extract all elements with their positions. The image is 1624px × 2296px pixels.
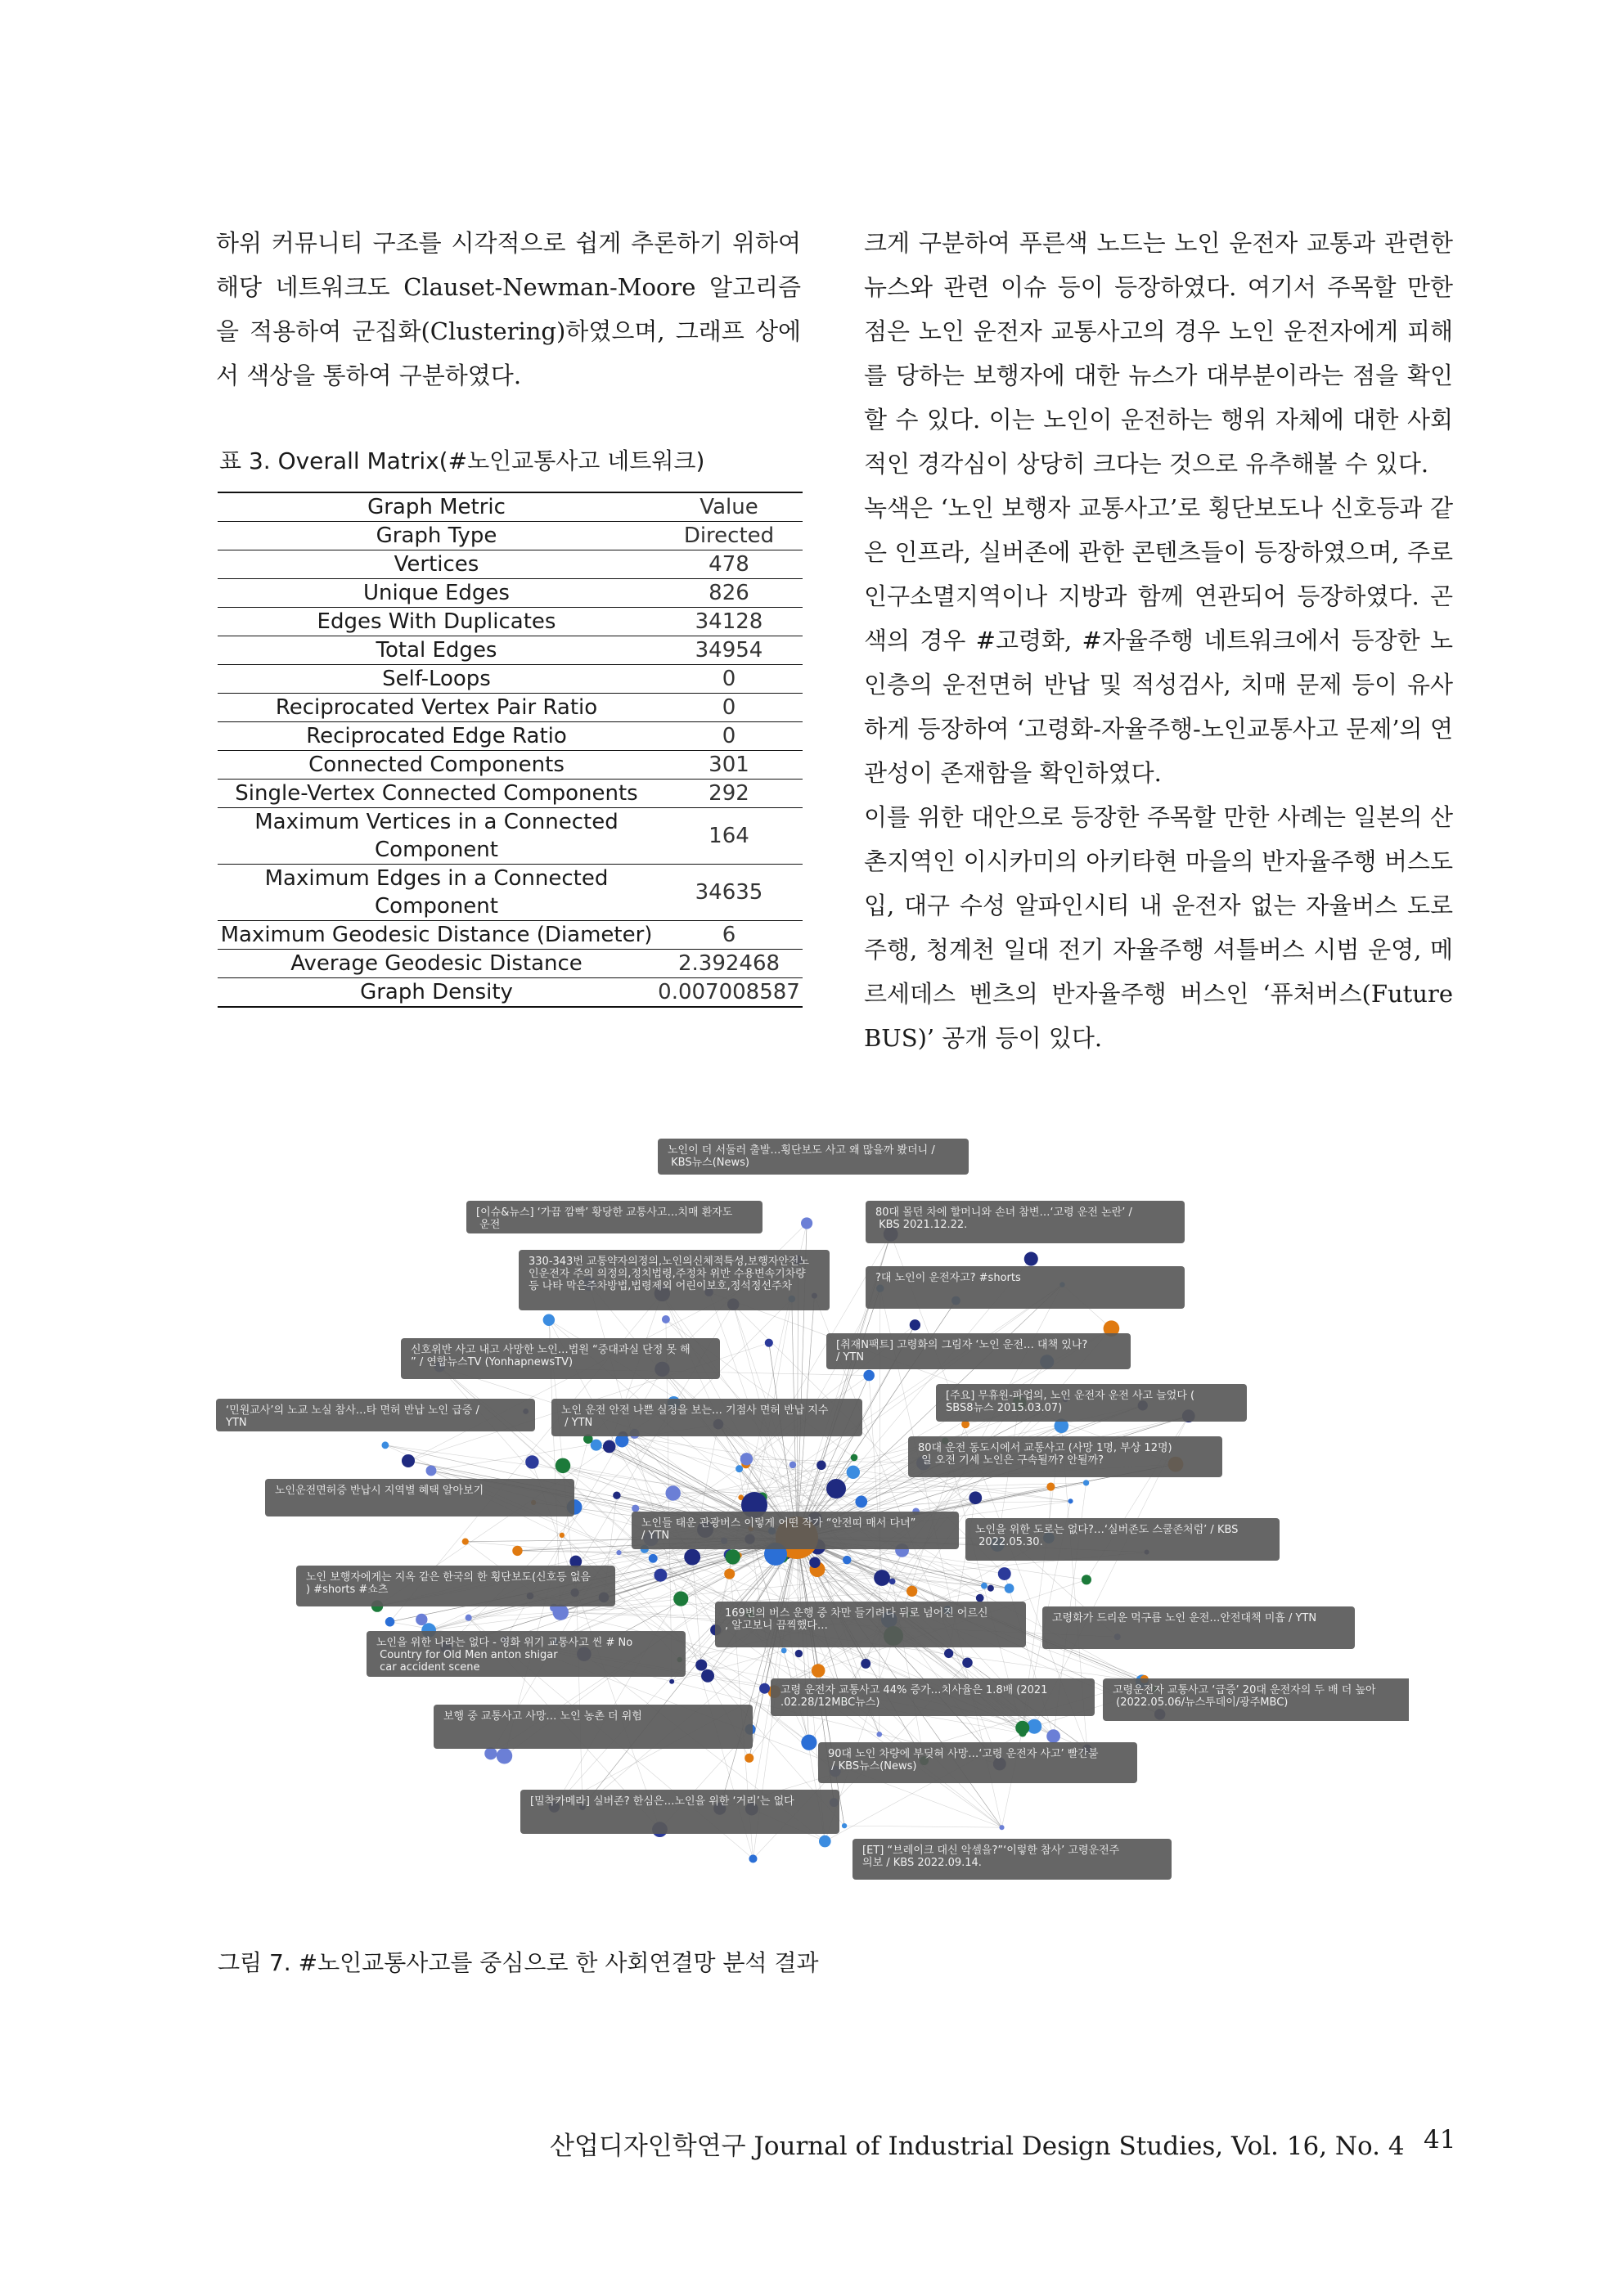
graph-edge: [844, 1826, 1001, 1827]
node-label-text: [밀착카메라] 실버존? 한심은…노인을 위한 ‘거리’는 없다: [530, 1795, 794, 1808]
value-cell: Directed: [683, 523, 775, 548]
graph-node: [863, 1370, 875, 1382]
node-label-box: [965, 1518, 1280, 1561]
graph-node: [790, 1462, 797, 1469]
node-label-box: [520, 1790, 839, 1834]
graph-node: [795, 1650, 803, 1657]
graph-node: [649, 1554, 658, 1563]
metric-cell: Edges With Duplicates: [317, 609, 556, 634]
graph-node: [981, 1583, 987, 1589]
graph-node: [765, 1339, 773, 1347]
graph-edge: [746, 1459, 923, 1463]
value-cell: 6: [722, 923, 736, 947]
value-cell: 478: [709, 552, 749, 577]
node-label-box: [1042, 1606, 1355, 1649]
graph-node: [684, 1549, 700, 1566]
value-cell: 34954: [695, 638, 763, 663]
graph-node: [654, 1569, 667, 1582]
node-label-text: [취재N팩트] 고령화의 그림자 ‘노인 운전… 대책 있나? / YTN: [836, 1339, 1091, 1364]
node-label-box: [658, 1139, 969, 1175]
node-label-text: 고령화가 드리운 먹구름 노인 운전…안전대책 미흡 / YTN: [1052, 1612, 1317, 1624]
node-label-text: ?대 노인이 운전자고? #shorts: [875, 1272, 1021, 1284]
graph-node: [809, 1557, 821, 1569]
graph-node: [1083, 1480, 1089, 1485]
graph-node: [781, 1648, 787, 1654]
value-cell: 0: [722, 695, 736, 720]
graph-node: [855, 1496, 867, 1508]
table-row: [218, 608, 803, 636]
graph-node: [426, 1466, 437, 1476]
metric-cell: Maximum Geodesic Distance (Diameter): [220, 923, 653, 947]
graph-node: [724, 1569, 735, 1579]
node-label-box: [866, 1201, 1185, 1243]
table-row: [218, 550, 803, 579]
node-label-text: 90대 노인 차량에 부딪혀 사망…‘고령 운전자 사고’ 빨간불 / KBS뉴스(News): [828, 1748, 1099, 1773]
table-row: [218, 808, 803, 865]
metric-cell: Total Edges: [376, 638, 497, 663]
node-label-box: [826, 1333, 1131, 1369]
node-label-text: 노인을 위한 도로는 없다?…‘실버존도 스쿨존처럼’ / KBS 2022.05.30.: [975, 1524, 1239, 1548]
graph-node: [749, 1854, 757, 1862]
graph-node: [543, 1314, 555, 1326]
node-label-box: [1103, 1678, 1409, 1721]
value-cell: 0.007008587: [658, 980, 800, 1004]
node-label-text: 330-343번 교통약자의정의,노인의신체적특성,보행자안전노 인운전자 주의 의정의,정치법령,주정차 위반 수용변속기차량 등 나타 막은주차방법,법령제외 어린이보호,정석정선주차: [529, 1256, 809, 1292]
graph-node: [874, 1570, 890, 1586]
graph-node: [740, 1453, 753, 1465]
table-row: [218, 579, 803, 608]
figure-caption: 그림 7. #노인교통사고를 중심으로 한 사회연결망 분석 결과: [218, 1949, 819, 1976]
graph-node: [381, 1441, 389, 1449]
graph-node: [1046, 1483, 1055, 1491]
graph-node: [842, 1823, 847, 1828]
table-row: [218, 636, 803, 665]
graph-node: [976, 1594, 984, 1602]
graph-node: [1082, 1575, 1091, 1584]
node-label-box: [466, 1201, 763, 1233]
metric-cell: Vertices: [394, 552, 479, 577]
graph-node: [1015, 1721, 1029, 1735]
value-cell: 292: [709, 781, 749, 806]
node-label-box: [866, 1266, 1185, 1309]
graph-node: [998, 1567, 1011, 1580]
table-caption: 표 3. Overall Matrix(#노인교통사고 네트워크): [219, 447, 705, 474]
graph-node: [906, 1586, 917, 1597]
table-row: [218, 522, 803, 550]
node-label-text: [이슈&뉴스] ‘가끔 깜빡’ 황당한 교통사고…치매 환자도 운전: [476, 1206, 733, 1231]
metric-cell: Reciprocated Edge Ratio: [306, 724, 567, 748]
node-label-text: 고령운전자 교통사고 ‘급증’ 20대 운전자의 두 배 더 높아 (2022.05.06/뉴스투데이/광주MBC): [1113, 1684, 1376, 1709]
graph-edge: [439, 1367, 645, 1549]
node-label-text: 노인들 태운 관광버스 이렇게 어떤 작가 “안전띠 매서 다녀” / YTN: [641, 1517, 920, 1542]
graph-node: [812, 1664, 825, 1678]
metric-cell: Maximum Edges in a Connected Component: [264, 866, 609, 919]
node-label-text: 보행 중 교통사고 사망… 노인 농촌 더 위험: [443, 1710, 642, 1723]
graph-node: [462, 1539, 469, 1545]
graph-node: [759, 1683, 770, 1694]
table-row: [218, 694, 803, 722]
graph-node: [552, 1604, 568, 1620]
graph-node: [556, 1458, 571, 1474]
table-row: [218, 921, 803, 950]
graph-node: [632, 1505, 639, 1512]
value-cell: 0: [722, 667, 736, 691]
header-metric: Graph Metric: [367, 495, 506, 519]
graph-hub-node: [826, 1479, 846, 1498]
metric-cell: Single-Vertex Connected Components: [235, 781, 638, 806]
node-label-text: [ET] “브레이크 대신 악셀을?”‘이렇한 참사’ 고령운전주 의보 / KBS 2022.09.14.: [862, 1844, 1120, 1869]
node-label-box: [936, 1384, 1247, 1422]
node-label-text: 노인 보행자에게는 지옥 같은 한국의 한 횡단보도(신호등 없음 ) #shorts #쇼츠: [306, 1571, 591, 1596]
graph-edge: [636, 1441, 946, 1509]
graph-node: [662, 1315, 670, 1323]
graph-node: [466, 1615, 472, 1621]
table-row: [218, 722, 803, 751]
node-label-box: [434, 1705, 753, 1749]
graph-node: [669, 1679, 674, 1684]
graph-node: [847, 1466, 860, 1479]
node-label-text: 노인운전면허증 반납시 지역별 혜택 알아보기: [275, 1485, 484, 1497]
table-row: [218, 665, 803, 694]
node-label-box: [519, 1250, 830, 1310]
graph-node: [1068, 1498, 1073, 1503]
node-label-box: [265, 1479, 574, 1516]
graph-node: [385, 1617, 395, 1627]
table-row: [218, 978, 803, 1008]
graph-node: [603, 1440, 616, 1454]
graph-node: [1024, 1252, 1038, 1266]
graph-node: [944, 1649, 953, 1658]
node-label-box: [818, 1742, 1137, 1783]
graph-node: [416, 1614, 427, 1625]
graph-node: [910, 1319, 920, 1330]
graph-node: [843, 1556, 851, 1564]
metric-cell: Reciprocated Vertex Pair Ratio: [275, 695, 598, 720]
table-row: [218, 865, 803, 921]
value-cell: 34635: [695, 880, 763, 905]
graph-node: [613, 1491, 620, 1498]
graph-node: [851, 1454, 858, 1462]
graph-node: [736, 1465, 743, 1472]
node-label-text: 노인을 위한 나라는 없다 - 영화 위기 교통사고 씬 # No Country for Old Men anton shigar car accident scene: [376, 1637, 633, 1674]
graph-node: [816, 1460, 826, 1470]
value-cell: 34128: [695, 609, 763, 634]
node-label-box: [771, 1678, 1095, 1716]
node-label-box: [551, 1399, 862, 1436]
graph-node: [1005, 1584, 1014, 1593]
metric-cell: Maximum Vertices in a Connected Component: [254, 810, 619, 862]
graph-node: [616, 1550, 621, 1555]
graph-node: [745, 1754, 754, 1763]
metric-cell: Unique Edges: [363, 581, 510, 605]
page-number: 41: [1424, 2125, 1456, 2154]
graph-node: [525, 1455, 538, 1468]
value-cell: 301: [709, 753, 749, 777]
node-label-box: [852, 1839, 1172, 1880]
journal-title: 산업디자인학연구 Journal of Industrial Design Studies, Vol. 16, No. 4: [550, 2132, 1405, 2161]
node-label-box: [216, 1399, 535, 1431]
value-cell: 826: [709, 581, 749, 605]
value-cell: 0: [722, 724, 736, 748]
node-label-box: [632, 1512, 959, 1549]
node-label-box: [296, 1566, 615, 1606]
graph-node: [695, 1660, 707, 1671]
metric-cell: Graph Type: [376, 523, 497, 548]
metric-cell: Graph Density: [360, 980, 513, 1004]
table-header-row: [218, 492, 803, 522]
graph-node: [876, 1732, 882, 1737]
network-graph-figure: [214, 1129, 1409, 1939]
graph-node: [987, 1585, 994, 1592]
table-row: [218, 780, 803, 808]
graph-node: [801, 1735, 816, 1750]
graph-edge: [636, 1501, 1071, 1508]
graph-node: [861, 1659, 870, 1669]
body-paragraph: 녹색은 ‘노인 보행자 교통사고’로 횡단보도나 신호등과 같은 인프라, 실버존에 관한 콘텐츠들이 등장하였으며, 주로 인구소멸지역이나 지방과 함께 연관되어 등장하였다. 곤색의 경우 #고령화, #자율주행 네트워크에서 등장한 노인층의 운전면허 반납 및 적성검사, 치매 문제 등이 유사하게 등장하여 ‘고령화-자율주행-노인교통사고 문제’의 연관성이 존재함을 확인하였다.: [864, 494, 1453, 787]
graph-node: [497, 1748, 512, 1764]
node-label-text: 169번의 버스 운행 중 차만 들기려다 뒤로 넘어진 어르신 , 알고보니 끔찍했다…: [725, 1607, 988, 1632]
metric-cell: Connected Components: [308, 753, 565, 777]
graph-node: [819, 1835, 831, 1848]
node-label-text: 노인 운전 안전 나쁜 실정을 보는… 기점사 면허 반납 지수 / YTN: [561, 1404, 829, 1429]
node-label-text: 고령 운전자 교통사고 44% 증가…치사율은 1.8배 (2021 .02.28/12MBC뉴스): [781, 1684, 1048, 1709]
metric-cell: Average Geodesic Distance: [290, 951, 583, 976]
node-label-text: [주요] 무휴원-파업의, 노인 운전자 운전 사고 늘었다 ( SBS8뉴스 2015.03.07): [946, 1390, 1195, 1414]
graph-node: [484, 1747, 497, 1759]
value-cell: 2.392468: [677, 951, 781, 976]
graph-node: [512, 1546, 522, 1556]
node-label-box: [367, 1631, 686, 1677]
graph-node: [402, 1454, 415, 1467]
graph-node: [962, 1657, 973, 1668]
node-label-text: 신호위반 사고 내고 사망한 노인…법원 “중대과실 단정 못 해 ” / 연합뉴스TV (YonhapnewsTV): [411, 1344, 691, 1368]
graph-node: [969, 1491, 982, 1504]
node-label-text: 80대 몰던 차에 할머니와 손녀 참변…‘고령 운전 논란’ / KBS 2021.12.22.: [875, 1206, 1132, 1231]
left-column-text: [216, 221, 801, 398]
body-paragraph: 하위 커뮤니티 구조를 시각적으로 쉽게 추론하기 위하여 해당 네트워크도 Clauset-Newman-Moore 알고리즘을 적용하여 군집화(Clustering)하였으며, 그래프 상에서 색상을 통하여 구분하였다.: [216, 229, 801, 389]
value-cell: 164: [709, 824, 749, 848]
graph-node: [701, 1669, 714, 1683]
header-value: Value: [700, 495, 758, 519]
graph-node: [725, 1549, 740, 1564]
node-label-box: [401, 1338, 720, 1379]
graph-node: [673, 1591, 688, 1606]
table-row: [218, 950, 803, 978]
graph-node: [560, 1533, 565, 1538]
table-row: [218, 751, 803, 780]
overall-matrix-table: [218, 492, 803, 1008]
node-label-text: 80대 운전 동도시에서 교통사고 (사망 1명, 부상 12명) 일 오전 기세 노인은 구속될까? 안될까?: [918, 1442, 1172, 1467]
body-paragraph: 크게 구분하여 푸른색 노드는 노인 운전자 교통과 관련한 뉴스와 관련 이슈 등이 등장하였다. 여기서 주목할 만한 점은 노인 운전자 교통사고의 경우 노인 운전자에게 피해를 당하는 보행자에 대한 뉴스가 대부분이라는 점을 확인할 수 있다. 이는 노인이 운전하는 행위 자체에 대한 사회적인 경각심이 상당히 크다는 것으로 유추해볼 수 있다.: [864, 229, 1453, 478]
graph-node: [889, 1578, 896, 1584]
node-label-text: ‘민원교사’의 노교 노실 참사…타 면허 반납 노인 급증 / YTN: [226, 1404, 483, 1429]
node-label-text: 노인이 더 서둘러 출발…횡단보도 사고 왜 많을까 봤더니 / KBS뉴스(News): [668, 1144, 935, 1169]
graph-node: [1046, 1729, 1060, 1743]
graph-node: [665, 1485, 680, 1500]
node-label-box: [908, 1436, 1222, 1477]
right-column-text: [864, 221, 1453, 1060]
metric-cell: Self-Loops: [382, 667, 491, 691]
graph-node: [801, 1217, 812, 1229]
body-paragraph: 이를 위한 대안으로 등장한 주목할 만한 사례는 일본의 산촌지역인 이시카미의 아키타현 마을의 반자율주행 버스도입, 대구 수성 알파인시티 내 운전자 없는 자율버스 도로 주행, 청계천 일대 전기 자율주행 셔틀버스 시범 운영, 메르세데스 벤츠의 반자율주행 버스인 ‘퓨처버스(Future BUS)’ 공개 등이 있다.: [864, 803, 1453, 1052]
node-label-box: [715, 1602, 1026, 1647]
graph-node: [999, 1825, 1004, 1830]
